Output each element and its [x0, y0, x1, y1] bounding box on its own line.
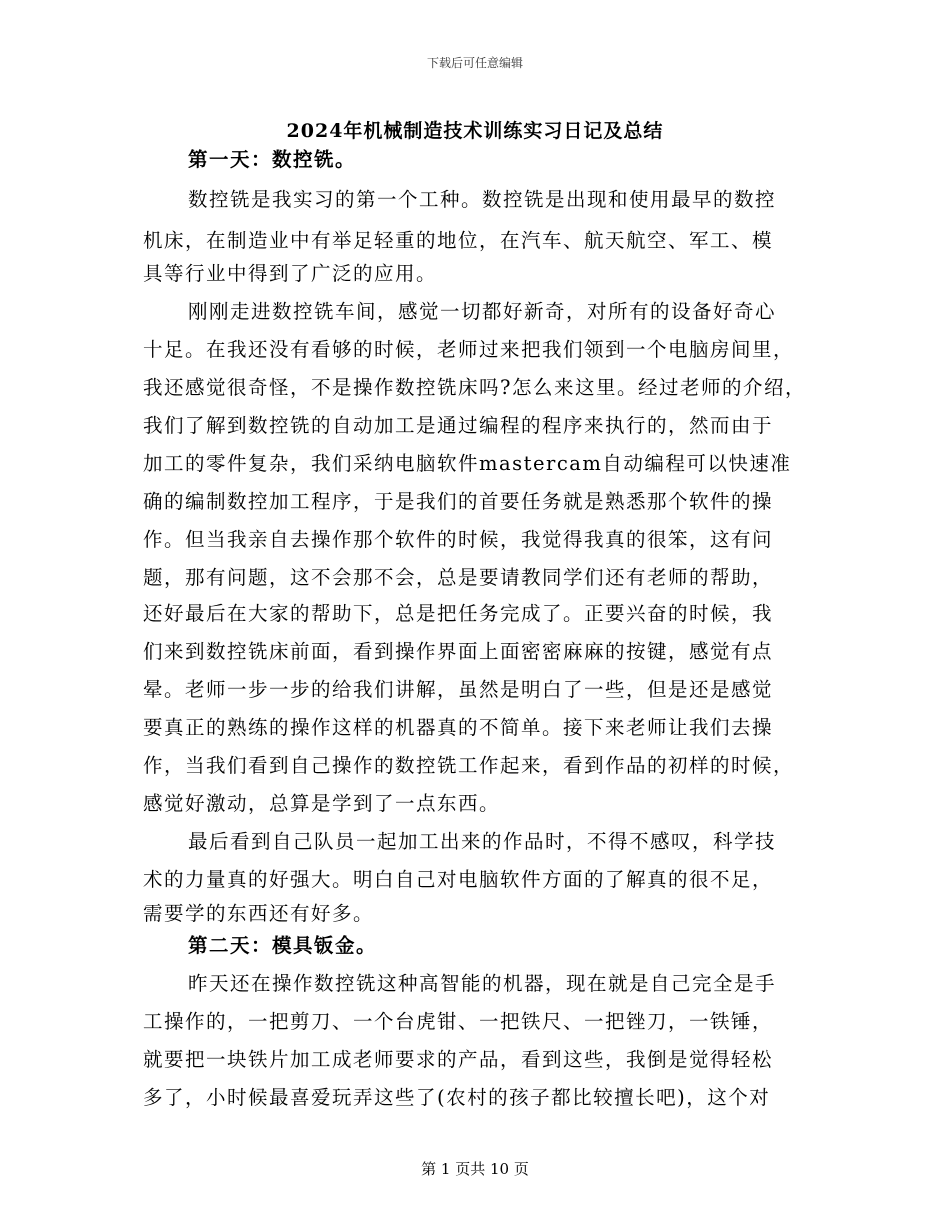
paragraph-line: 工操作的，一把剪刀、一个台虎钳、一把铁尺、一把锉刀，一铁锤，	[143, 1010, 774, 1033]
paragraph-line: 题，那有问题，这不会那不会，总是要请教同学们还有老师的帮助，	[143, 566, 774, 589]
paragraph-line: 最后看到自己队员一起加工出来的作品时，不得不感叹，科学技	[188, 830, 777, 853]
paragraph-line: 们来到数控铣床前面，看到操作界面上面密密麻麻的按键，感觉有点	[143, 640, 774, 663]
paragraph-line: 还好最后在大家的帮助下，总是把任务完成了。正要兴奋的时候，我	[143, 602, 774, 625]
paragraph-line: 就要把一块铁片加工成老师要求的产品，看到这些，我倒是觉得轻松	[143, 1048, 774, 1071]
paragraph-line: 感觉好激动，总算是学到了一点东西。	[143, 792, 501, 815]
paragraph-line: 多了，小时候最喜爱玩弄这些了(农村的孩子都比较擅长吧)，这个对	[143, 1086, 771, 1109]
paragraph-line: 加工的零件复杂，我们采纳电脑软件mastercam自动编程可以快速准	[143, 452, 792, 475]
paragraph-line: 我还感觉很奇怪，不是操作数控铣床吗?怎么来这里。经过老师的介绍，	[143, 376, 806, 399]
paragraph-line: 确的编制数控加工程序，于是我们的首要任务就是熟悉那个软件的操	[143, 490, 774, 513]
paragraph-line: 术的力量真的好强大。明白自己对电脑软件方面的了解真的很不足，	[143, 868, 774, 891]
paragraph-line: 刚刚走进数控铣车间，感觉一切都好新奇，对所有的设备好奇心	[188, 300, 777, 323]
document-title: 2024年机械制造技术训练实习日记及总结	[286, 120, 664, 142]
section-heading-day1: 第一天：数控铣。	[188, 148, 357, 171]
page-footer: 第 1 页共 10 页	[421, 1160, 529, 1178]
paragraph-line: 具等行业中得到了广泛的应用。	[143, 262, 438, 285]
page-header-note: 下载后可任意编辑	[426, 56, 523, 70]
paragraph-line: 晕。老师一步一步的给我们讲解，虽然是明白了一些，但是还是感觉	[143, 678, 774, 701]
paragraph-line: 十足。在我还没有看够的时候，老师过来把我们领到一个电脑房间里，	[143, 338, 795, 361]
paragraph-line: 昨天还在操作数控铣这种高智能的机器，现在就是自己完全是手	[188, 972, 777, 995]
paragraph-line: 要真正的熟练的操作这样的机器真的不简单。接下来老师让我们去操	[143, 716, 774, 739]
paragraph-line: 作，当我们看到自己操作的数控铣工作起来，看到作品的初样的时候，	[143, 754, 795, 777]
paragraph-line: 作。但当我亲自去操作那个软件的时候，我觉得我真的很笨，这有问	[143, 528, 774, 551]
paragraph-line: 需要学的东西还有好多。	[143, 902, 375, 925]
section-heading-day2: 第二天：模具钣金。	[188, 934, 378, 957]
paragraph-line: 数控铣是我实习的第一个工种。数控铣是出现和使用最早的数控	[188, 188, 777, 211]
paragraph-line: 机床，在制造业中有举足轻重的地位，在汽车、航天航空、军工、模	[143, 229, 774, 252]
paragraph-line: 我们了解到数控铣的自动加工是通过编程的程序来执行的，然而由于	[143, 414, 774, 437]
